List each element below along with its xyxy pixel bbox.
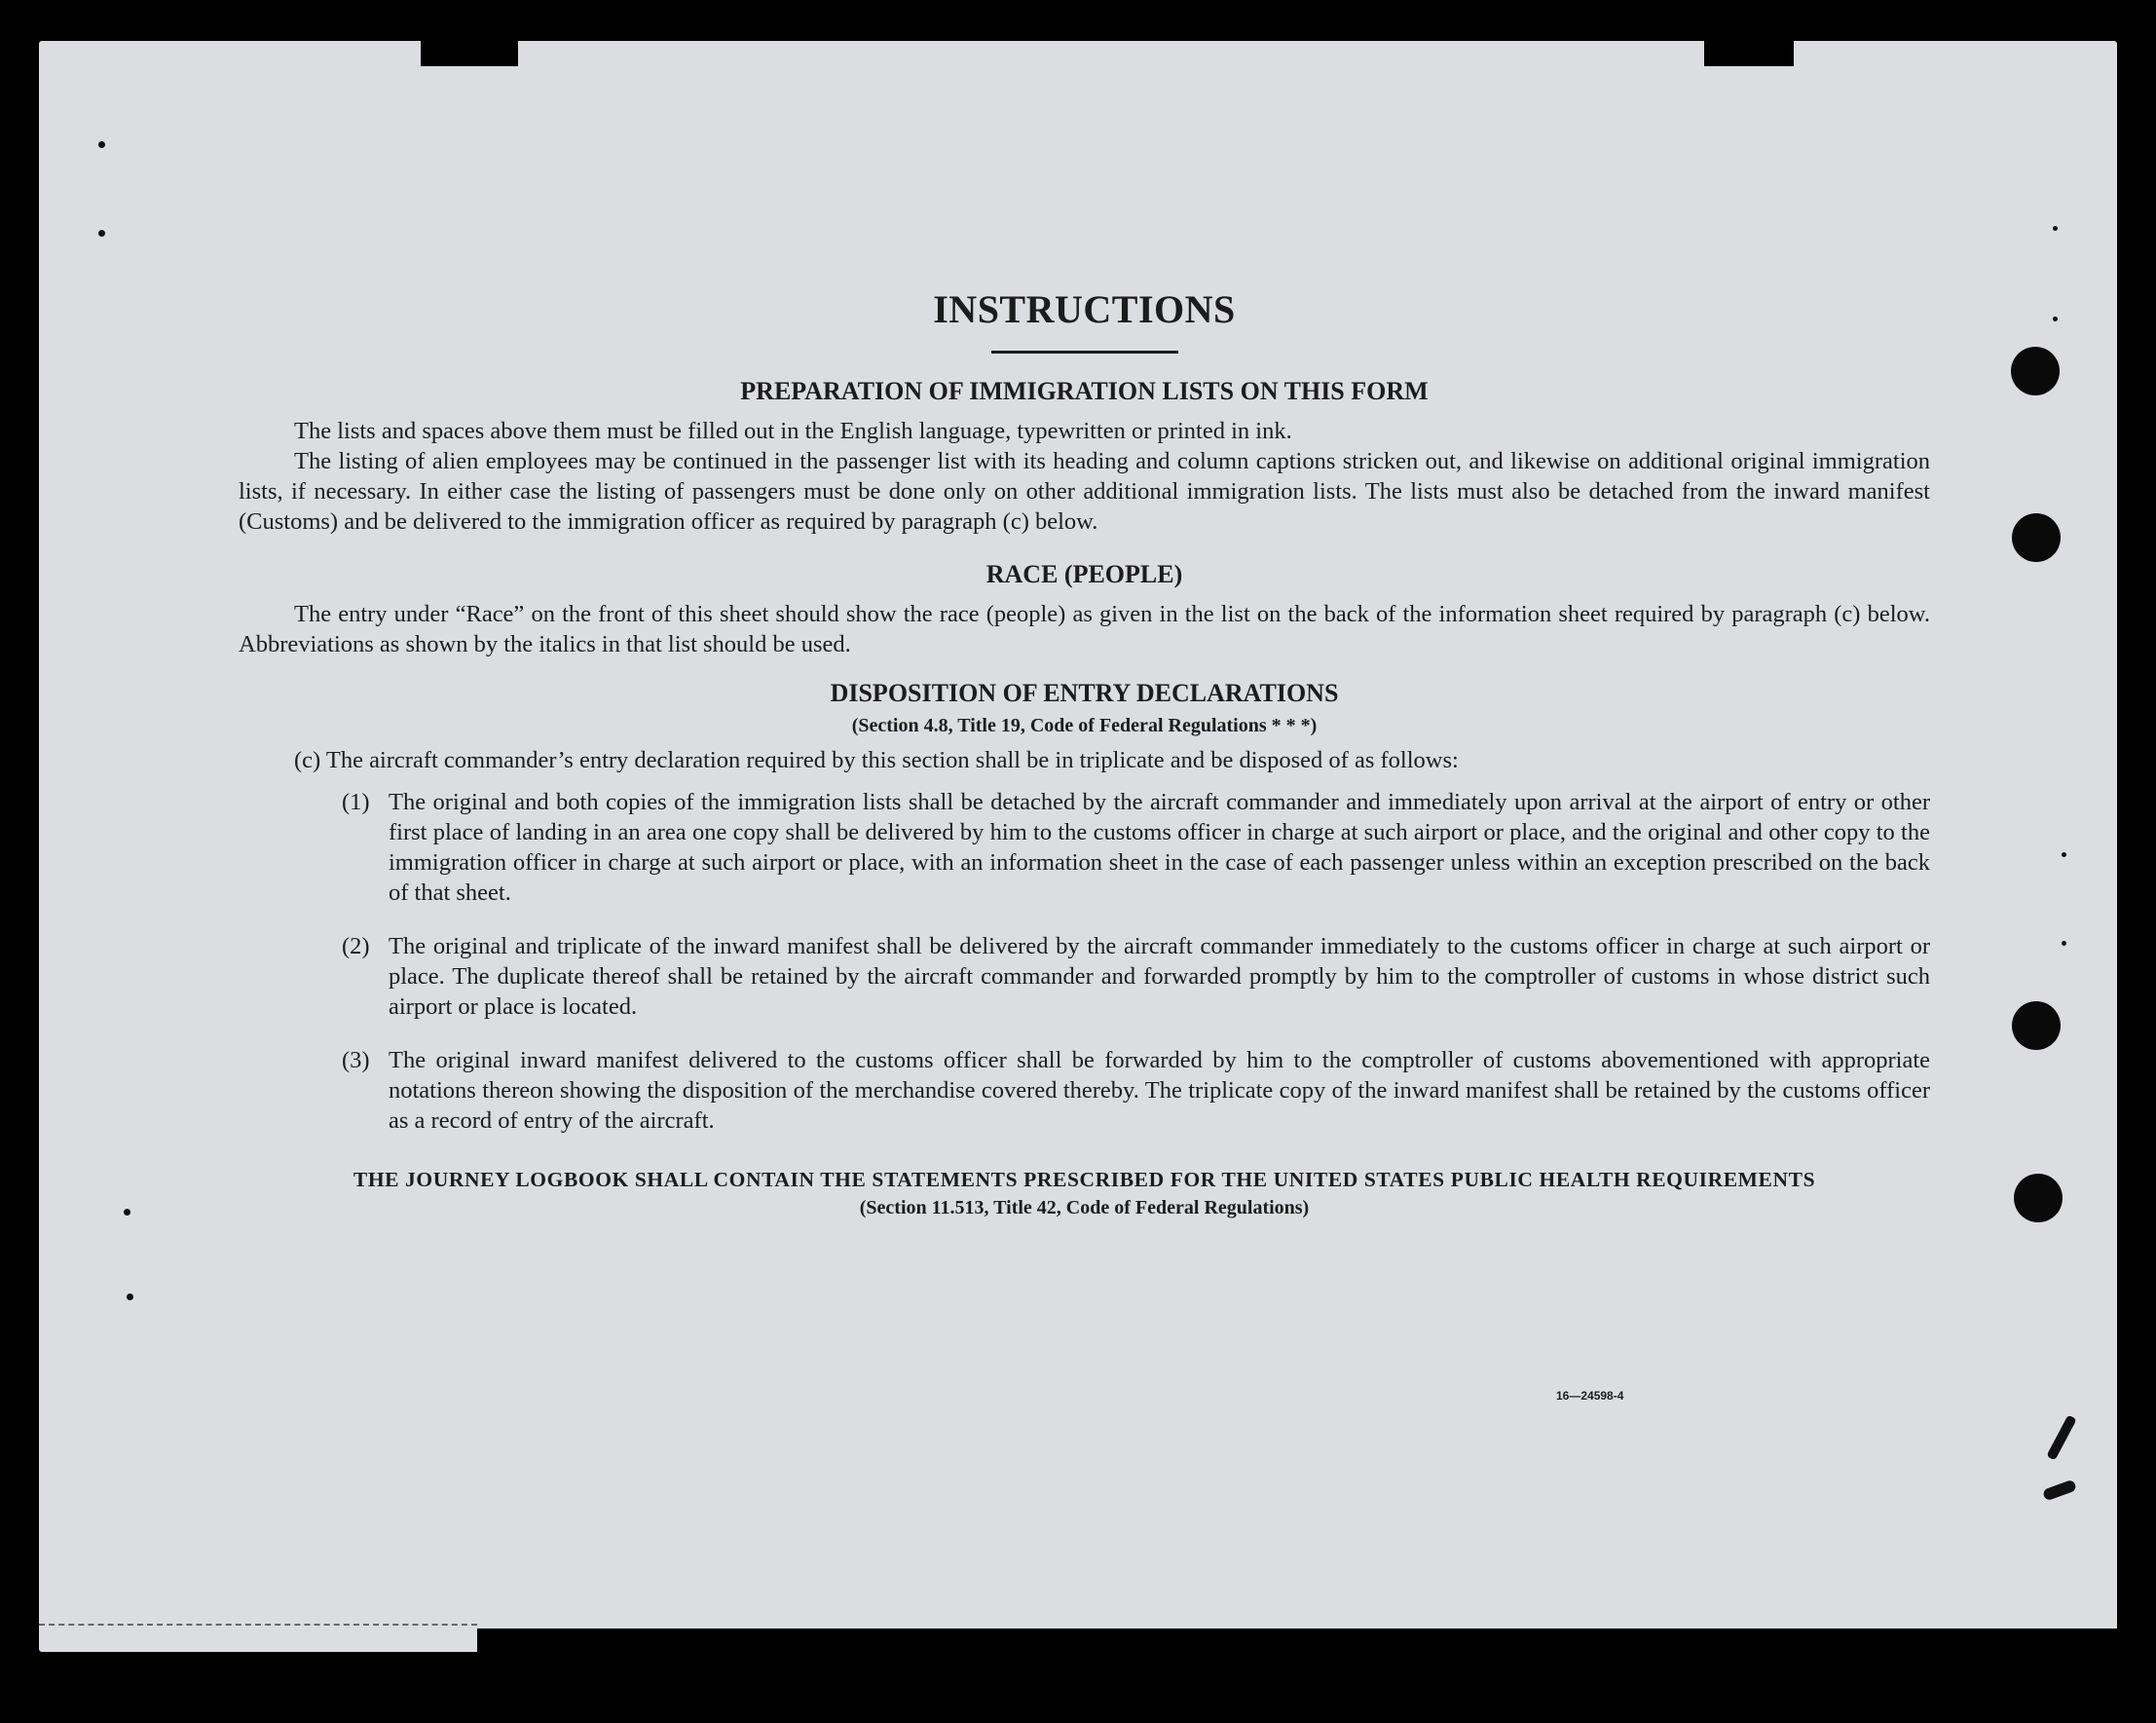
speck — [127, 1293, 133, 1300]
speck — [2062, 941, 2066, 946]
speck — [124, 1209, 130, 1216]
list-item — [342, 931, 1930, 1022]
preparation-heading: PREPARATION OF IMMIGRATION LISTS ON THIS FORM — [740, 377, 1429, 405]
preparation-paragraph-1: The lists and spaces above them must be filled out in the English language, typewritten or printed in ink. — [294, 418, 1292, 444]
speck — [2062, 852, 2066, 857]
perforation-line — [39, 1624, 477, 1626]
race-heading: RACE (PEOPLE) — [985, 560, 1183, 588]
page-title: INSTRUCTIONS — [933, 287, 1236, 331]
item-text: The original inward manifest delivered to the customs officer shall be forwarded by him to the comptroller of customs abovementioned with appropriate notations thereon showing the disposition of the merchandise covered thereby. The triplicate copy of the inward manifest shall be retained by the customs officer as a record of entry of the aircraft. — [389, 1047, 1930, 1134]
top-clip-right — [1704, 39, 1794, 66]
punch-hole-1 — [2011, 347, 2060, 395]
punch-hole-4 — [2014, 1174, 2063, 1222]
public-health-citation: (Section 11.513, Title 42, Code of Federal Regulations) — [859, 1197, 1310, 1218]
disposition-citation: (Section 4.8, Title 19, Code of Federal Regulations * * *) — [851, 715, 1318, 736]
bottom-torn-margin — [477, 1629, 2123, 1667]
form-number: 16—24598-4 — [1556, 1389, 1624, 1403]
item-text: The original and both copies of the immigration lists shall be detached by the aircraft commander and immediately upon arrival at the airport of entry or other first place of landing in an area one copy shall be delivered by him to the customs officer in charge at such airport or place, and the original and other copy to the immigration officer in charge at such airport or place, with an information sheet in the case of each passenger unless within an exception prescribed on the back of that sheet. — [389, 789, 1930, 906]
punch-hole-3 — [2012, 1001, 2061, 1050]
speck — [2053, 226, 2058, 231]
disposition-paragraph-c: (c) The aircraft commander’s entry declaration required by this section shall be in triplicate and be disposed of as follows: — [294, 747, 1459, 773]
title-underline — [991, 351, 1178, 354]
item-number: (2) — [342, 933, 370, 959]
preparation-paragraph-2: The listing of alien employees may be continued in the passenger list with its heading and column captions stricken out, and likewise on additional original immigration lists, if necessary. In either case the listing of passengers must be done only on other additional immigration lists. The lists must also be detached from the inward manifest (Customs) and be delivered to the immigration officer as required by paragraph (c) below. — [239, 448, 1930, 535]
public-health-statement: THE JOURNEY LOGBOOK SHALL CONTAIN THE STATEMENTS PRESCRIBED FOR THE UNITED STATES PUBLIC HEALTH REQUIREMENTS — [353, 1168, 1816, 1191]
speck — [98, 230, 105, 237]
item-number: (3) — [342, 1047, 370, 1073]
speck — [98, 141, 105, 148]
speck — [2053, 317, 2058, 321]
punch-hole-2 — [2012, 513, 2061, 562]
instructions-content — [239, 282, 1930, 1221]
disposition-heading: DISPOSITION OF ENTRY DECLARATIONS — [830, 679, 1339, 707]
item-text: The original and triplicate of the inward manifest shall be delivered by the aircraft commander immediately to the customs officer in charge at such airport or place. The duplicate thereof shall be retained by the aircraft commander and forwarded promptly by him to the comptroller of customs in whose district such airport or place is located. — [389, 933, 1930, 1020]
top-clip-left — [421, 39, 518, 66]
race-paragraph: The entry under “Race” on the front of this sheet should show the race (people) as given in the list on the back of the information sheet required by paragraph (c) below. Abbreviations as shown by the italics in that list should be used. — [239, 601, 1930, 657]
list-item — [342, 787, 1930, 908]
list-item — [342, 1045, 1930, 1136]
item-number: (1) — [342, 789, 370, 815]
